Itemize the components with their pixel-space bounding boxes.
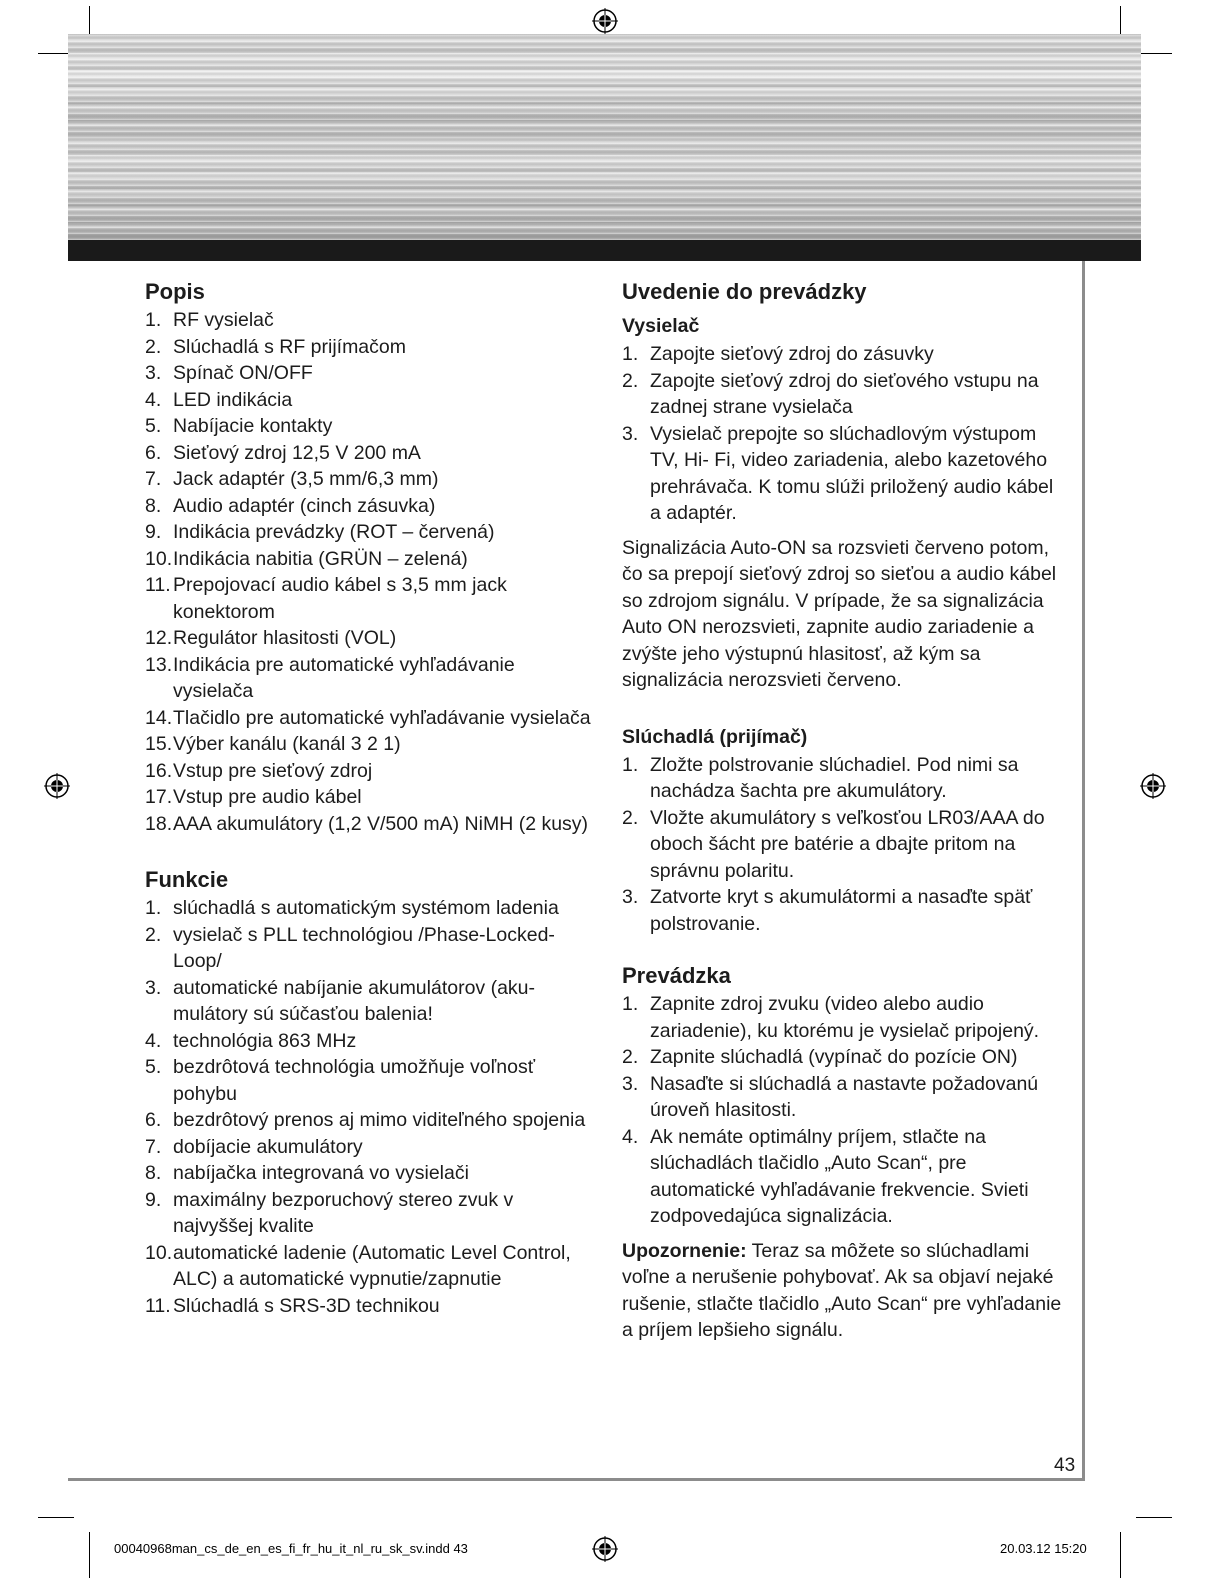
list-item-number: 9. (145, 1188, 162, 1211)
list-item (145, 1187, 595, 1240)
section-title-prevadzka: Prevádzka (622, 963, 731, 988)
list-item-number: 3. (622, 1072, 639, 1095)
list-item-text: Regulátor hlasitosti (VOL) (173, 627, 397, 649)
right-column (622, 277, 1067, 1344)
list-item-text: LED indikácia (173, 388, 293, 411)
list-item-text: Spínač ON/OFF (173, 362, 313, 384)
list-item-number: 3. (622, 886, 639, 908)
list-item (622, 1124, 1067, 1230)
list-item-number: 11. (145, 1294, 171, 1317)
prevadzka-list (622, 991, 1067, 1230)
list-item (622, 421, 1067, 527)
list-item-number: 11. (145, 574, 171, 596)
list-item-text: Indikácia nabitia (GRÜN – zelená) (173, 547, 468, 570)
list-item-text: nabíjačka integrovaná vo vysielači (173, 1162, 469, 1184)
list-item-text: automatické ladenie (Automatic Level Control, ALC) a automatické vypnutie/zapnutie (173, 1241, 571, 1290)
list-item (145, 519, 595, 546)
list-item-number: 1. (622, 993, 639, 1015)
list-item (622, 805, 1067, 885)
list-item-number: 17. (145, 786, 173, 808)
list-item-text: slúchadlá s automatickým systémom ladenia (173, 897, 559, 919)
list-item (622, 368, 1067, 421)
vysielac-list (622, 341, 1067, 527)
list-item-text: Výber kanálu (kanál 3 2 1) (173, 733, 401, 755)
page-right-rule (1082, 261, 1085, 1480)
list-item-number: 8. (145, 494, 162, 517)
list-item-text: dobíjacie akumulátory (173, 1135, 363, 1158)
list-item-number: 2. (145, 335, 162, 358)
slug-filename: 00040968man_cs_de_en_es_fi_fr_hu_it_nl_ru_sk_sv.indd 43 (114, 1541, 468, 1556)
list-item-number: 1. (622, 343, 639, 365)
list-item-text: Zapnite slúchadlá (vypínač do pozície ON) (650, 1046, 1018, 1068)
list-item-text: Vstup pre sieťový zdroj (173, 759, 373, 782)
list-item-number: 3. (145, 976, 162, 999)
list-item-text: Zatvorte kryt s akumulátormi a nasaďte späť polstrovanie. (650, 886, 1033, 935)
list-item (145, 811, 595, 838)
list-item-number: 2. (622, 369, 639, 392)
list-item (145, 1160, 595, 1187)
crop-mark-br-v (1120, 1532, 1121, 1578)
registration-mark-top-icon (592, 8, 618, 34)
list-item-text: bezdrôtová technológia umožňuje voľnosť pohybu (173, 1056, 536, 1105)
list-item-text: Nabíjacie kontakty (173, 415, 333, 437)
list-item (622, 752, 1067, 805)
list-item-text: Zložte polstrovanie slúchadiel. Pod nimi sa nachádza šachta pre akumulátory. (650, 753, 1019, 802)
list-item-number: 5. (145, 415, 162, 437)
list-item-text: bezdrôtový prenos aj mimo viditeľného spojenia (173, 1109, 586, 1131)
list-item-number: 1. (622, 753, 639, 776)
list-item-text: Prepojovací audio kábel s 3,5 mm jack konektorom (173, 574, 507, 623)
list-item-text: Slúchadlá s RF prijímačom (173, 335, 406, 358)
list-item-text: Vložte akumulátory s veľkosťou LR03/AAA do oboch šácht pre batérie a dbajte pritom na správnu polaritu. (650, 806, 1045, 882)
list-item-number: 10. (145, 1241, 173, 1264)
warning-text: Teraz sa môžete so slúchadlami voľne a nerušenie pohybovať. Ak sa objaví nejaké rušenie, stlačte tlačidlo „Auto Scan“ pre vyhľadanie a príjem lepšieho signálu. (622, 1239, 1062, 1341)
list-item-number: 7. (145, 1135, 162, 1158)
list-item-text: AAA akumulátory (1,2 V/500 mA) NiMH (2 kusy) (173, 812, 589, 835)
section-title-popis: Popis (145, 279, 205, 304)
page-bottom-rule (68, 1478, 1085, 1481)
list-item (622, 884, 1067, 937)
list-item (145, 440, 595, 467)
registration-mark-left-icon (44, 773, 70, 799)
crop-mark-bl-v (89, 1532, 90, 1578)
list-item-number: 2. (145, 923, 162, 946)
list-item-number: 14. (145, 706, 173, 729)
list-item (145, 922, 595, 975)
list-item-number: 9. (145, 521, 162, 543)
slug-date: 20.03.12 15:20 (1000, 1541, 1087, 1556)
warning-paragraph (622, 1238, 1067, 1344)
list-item-text: Audio adaptér (cinch zásuvka) (173, 494, 436, 517)
list-item (145, 652, 595, 705)
list-item (145, 360, 595, 387)
subsection-title-sluchadla: Slúchadlá (prijímač) (622, 725, 808, 748)
list-item-number: 4. (145, 388, 162, 411)
list-item-number: 10. (145, 547, 173, 570)
list-item (145, 466, 595, 493)
list-item-text: Nasaďte si slúchadlá a nastavte požadovanú úroveň hlasitosti. (650, 1072, 1039, 1121)
list-item-number: 6. (145, 441, 162, 464)
header-bar (68, 240, 1141, 261)
list-item (145, 493, 595, 520)
list-item-number: 12. (145, 627, 173, 649)
list-item (145, 307, 595, 334)
list-item-number: 13. (145, 653, 173, 676)
list-item-text: RF vysielač (173, 309, 274, 331)
sluchadla-list (622, 752, 1067, 938)
list-item (145, 1028, 595, 1055)
list-item-number: 1. (145, 897, 162, 919)
list-item (145, 758, 595, 785)
list-item-number: 7. (145, 468, 162, 490)
subsection-title-vysielac: Vysielač (622, 315, 700, 337)
list-item-text: Tlačidlo pre automatické vyhľadávanie vysielača (173, 706, 591, 729)
list-item-number: 2. (622, 1046, 639, 1068)
crop-mark-br-h (1136, 1517, 1172, 1518)
list-item (145, 705, 595, 732)
list-item-text: Sieťový zdroj 12,5 V 200 mA (173, 441, 421, 464)
list-item-number: 3. (145, 362, 162, 384)
list-item (622, 1044, 1067, 1071)
list-item-number: 1. (145, 309, 162, 331)
list-item (145, 413, 595, 440)
list-item (145, 625, 595, 652)
list-item (145, 1134, 595, 1161)
list-item-number: 16. (145, 759, 173, 782)
list-item-number: 5. (145, 1056, 162, 1078)
list-item (145, 975, 595, 1028)
crop-mark-bl-h (38, 1517, 74, 1518)
section-title-funkcie: Funkcie (145, 867, 229, 892)
list-item-text: Vstup pre audio kábel (173, 786, 362, 808)
funkcie-list (145, 895, 595, 1319)
list-item (145, 1107, 595, 1134)
list-item-text: Indikácia prevádzky (ROT – červená) (173, 521, 495, 543)
list-item-text: technológia 863 MHz (173, 1029, 357, 1052)
list-item (145, 387, 595, 414)
section-title-uvedenie: Uvedenie do prevádzky (622, 279, 867, 304)
list-item (145, 731, 595, 758)
list-item-number: 18. (145, 812, 173, 835)
list-item (145, 895, 595, 922)
list-item (145, 334, 595, 361)
list-item-number: 8. (145, 1162, 162, 1184)
list-item-number: 4. (622, 1125, 639, 1148)
list-item-text: Vysielač prepojte so slúchadlovým výstupom TV, Hi- Fi, video zariadenia, alebo kazetového prehrávača. K tomu slúži priložený audio kábel a adaptér. (650, 422, 1054, 524)
warning-label: Upozornenie: (622, 1239, 747, 1262)
crop-mark-tr-h (1136, 53, 1172, 54)
popis-list (145, 307, 595, 837)
list-item-text: vysielač s PLL technológiou /Phase-Locked-Loop/ (173, 923, 555, 972)
brushed-metal-banner (68, 34, 1141, 240)
list-item (622, 341, 1067, 368)
list-item-number: 3. (622, 422, 639, 445)
list-item (622, 991, 1067, 1044)
list-item (145, 1293, 595, 1320)
list-item-text: Zapojte sieťový zdroj do zásuvky (650, 343, 934, 365)
list-item (145, 546, 595, 573)
list-item-number: 4. (145, 1029, 162, 1052)
auto-on-note: Signalizácia Auto-ON sa rozsvieti červeno potom, čo sa prepojí sieťový zdroj so sieťou a audio kábel so zdrojom signálu. V prípade, že sa signalizácia Auto ON nerozsvieti, zapnite audio zariadenie a zvýšte jeho výstupnú hlasitosť, až kým sa signalizácia nerozsvieti červeno. (622, 536, 1057, 691)
list-item-text: Indikácia pre automatické vyhľadávanie vysielača (173, 653, 515, 702)
list-item-number: 6. (145, 1109, 162, 1131)
list-item-text: Zapojte sieťový zdroj do sieťového vstupu na zadnej strane vysielača (650, 369, 1039, 418)
page-number: 43 (1054, 1455, 1076, 1476)
list-item-text: Zapnite zdroj zvuku (video alebo audio zariadenie), ku ktorému je vysielač pripojený. (650, 993, 1040, 1042)
list-item (145, 1240, 595, 1293)
list-item-number: 15. (145, 733, 173, 755)
list-item-text: Slúchadlá s SRS-3D technikou (173, 1294, 440, 1317)
list-item-text: Ak nemáte optimálny príjem, stlačte na slúchadlách tlačidlo „Auto Scan“, pre automatické vyhľadávanie frekvencie. Svieti zodpovedajúca signalizácia. (650, 1125, 1029, 1227)
list-item (145, 1054, 595, 1107)
left-column (145, 277, 595, 1319)
list-item-text: maximálny bezporuchový stereo zvuk v najvyššej kvalite (173, 1188, 514, 1237)
list-item-text: Jack adaptér (3,5 mm/6,3 mm) (173, 468, 439, 490)
list-item (145, 572, 595, 625)
registration-mark-right-icon (1140, 773, 1166, 799)
list-item (145, 784, 595, 811)
registration-mark-bottom-icon (592, 1536, 618, 1562)
list-item (622, 1071, 1067, 1124)
list-item-text: automatické nabíjanie akumulátorov (aku-mulátory sú súčasťou balenia! (173, 976, 536, 1025)
list-item-number: 2. (622, 806, 639, 829)
